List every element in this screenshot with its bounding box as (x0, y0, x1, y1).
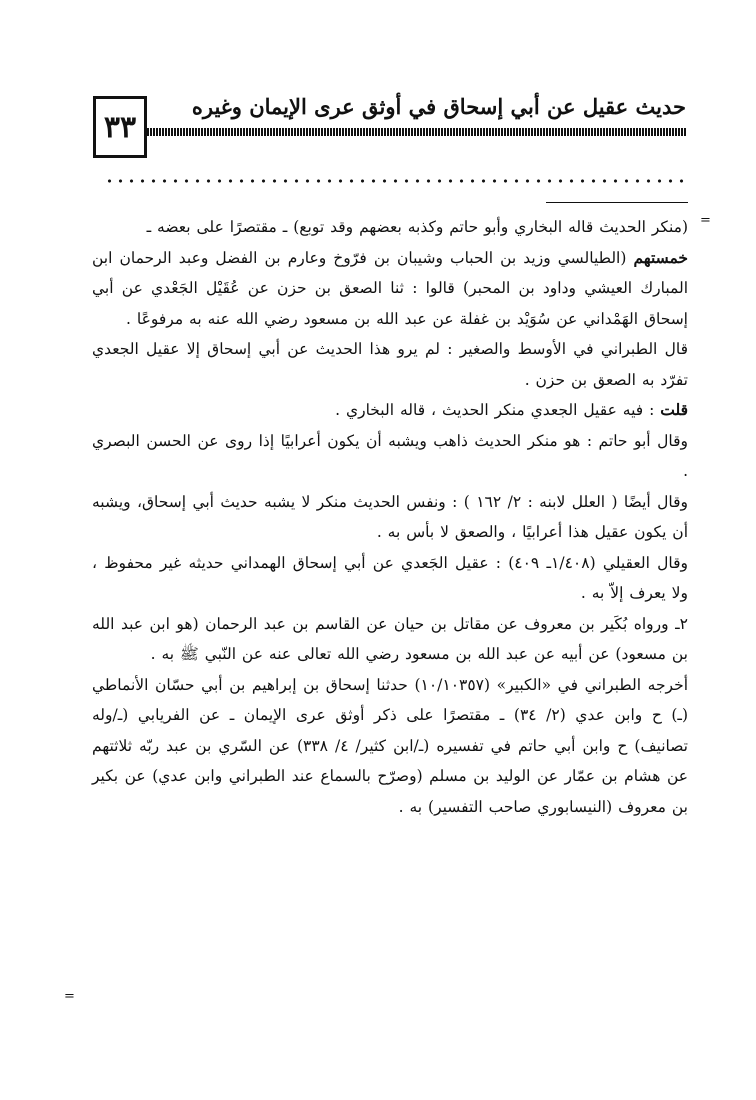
paragraph (92, 609, 688, 670)
paragraph-text: ٢ـ ورواه بُكَير بن معروف عن مقاتل بن حيان عن القاسم بن عبد الرحمان (هو ابن عبد الله بن مسعود) عن أبيه عن عبد الله بن مسعود رضي الله تعالى عنه عن النّبي ﷺ به . (92, 614, 688, 663)
dotted-separator (104, 178, 690, 184)
paragraph (92, 670, 688, 823)
paragraph (92, 243, 688, 335)
paragraph-text: (الطيالسي وزيد بن الحباب وشيبان بن فرّوخ وعارم بن الفضل وعبد الرحمان ابن المبارك العيشي وداود بن المحبر) قالوا : ثنا الصعق بن حزن عن عُقَيْل الجَعْدي عن أبي إسحاق الهَمْداني عن سُوَيْد بن غفلة عن عبد الله بن مسعود رضي الله عنه به مرفوعًا . (92, 248, 688, 328)
paragraph-text: أخرجه الطبراني في «الكبير» (١٠/١٠٣٥٧) حدثنا إسحاق بن إبراهيم بن أبي حسّان الأنماطي (ـ) ح وابن عدي (٢/ ٣٤) ـ مقتصرًا على ذكر أوثق عرى الإيمان ـ عن الفريابي (ـ/وله تصانيف) ح وابن أبي حاتم في تفسيره (ـ/ابن كثير/ ٤/ ٣٣٨) عن السّري بن عبد ربّه ثلاثتهم عن هشام بن عمّار عن الوليد بن مسلم (وصرّح بالسماع عند الطبراني وابن عدي) عن بكير بن معروف (النيسابوري صاحب التفسير) به . (92, 675, 689, 816)
paragraph-lead: قلت (660, 400, 688, 419)
margin-mark-top: = (700, 213, 711, 228)
paragraph-lead: خمستهم (633, 247, 688, 267)
body-text (92, 212, 688, 822)
paragraph-text: قال الطبراني في الأوسط والصغير : لم يرو هذا الحديث عن أبي إسحاق إلا عقيل الجعدي تفرّد به الصعق بن حزن . (92, 340, 688, 389)
page-number: ٣٣ (93, 96, 147, 158)
paragraph (92, 212, 688, 243)
running-title: حديث عقيل عن أبي إسحاق في أوثق عرى الإيمان وغيره (191, 94, 686, 119)
paragraph-text: : فيه عقيل الجعدي منكر الحديث ، قاله البخاري . (335, 401, 661, 419)
margin-mark-bottom: = (64, 989, 75, 1004)
paragraph (92, 548, 688, 609)
paragraph (92, 395, 688, 426)
paragraph-text: (منكر الحديث قاله البخاري وأبو حاتم وكذبه بعضهم وقد توبع) ـ مقتصرًا على بعضه ـ (146, 218, 688, 236)
paragraph (92, 426, 688, 487)
paragraph (92, 334, 688, 395)
paragraph-text: وقال العقيلي (١/٤٠٨ـ ٤٠٩) : عقيل الجَعدي عن أبي إسحاق الهمداني حديثه غير محفوظ ، ولا يعرف إلاّ به . (92, 553, 689, 602)
paragraph (92, 487, 688, 548)
paragraph-text: وقال أيضًا ( العلل لابنه : ٢/ ١٦٢ ) : ونفس الحديث منكر لا يشبه حديث أبي إسحاق، ويشبه أن يكون عقيل هذا أعرابيًا ، والصعق لا بأس به . (92, 492, 688, 541)
header-rule (147, 128, 686, 136)
footnote-continuation-rule (546, 202, 688, 203)
paragraph-text: وقال أبو حاتم : هو منكر الحديث ذاهب ويشبه أن يكون أعرابيًا إذا روى عن الحسن البصري . (92, 431, 688, 480)
